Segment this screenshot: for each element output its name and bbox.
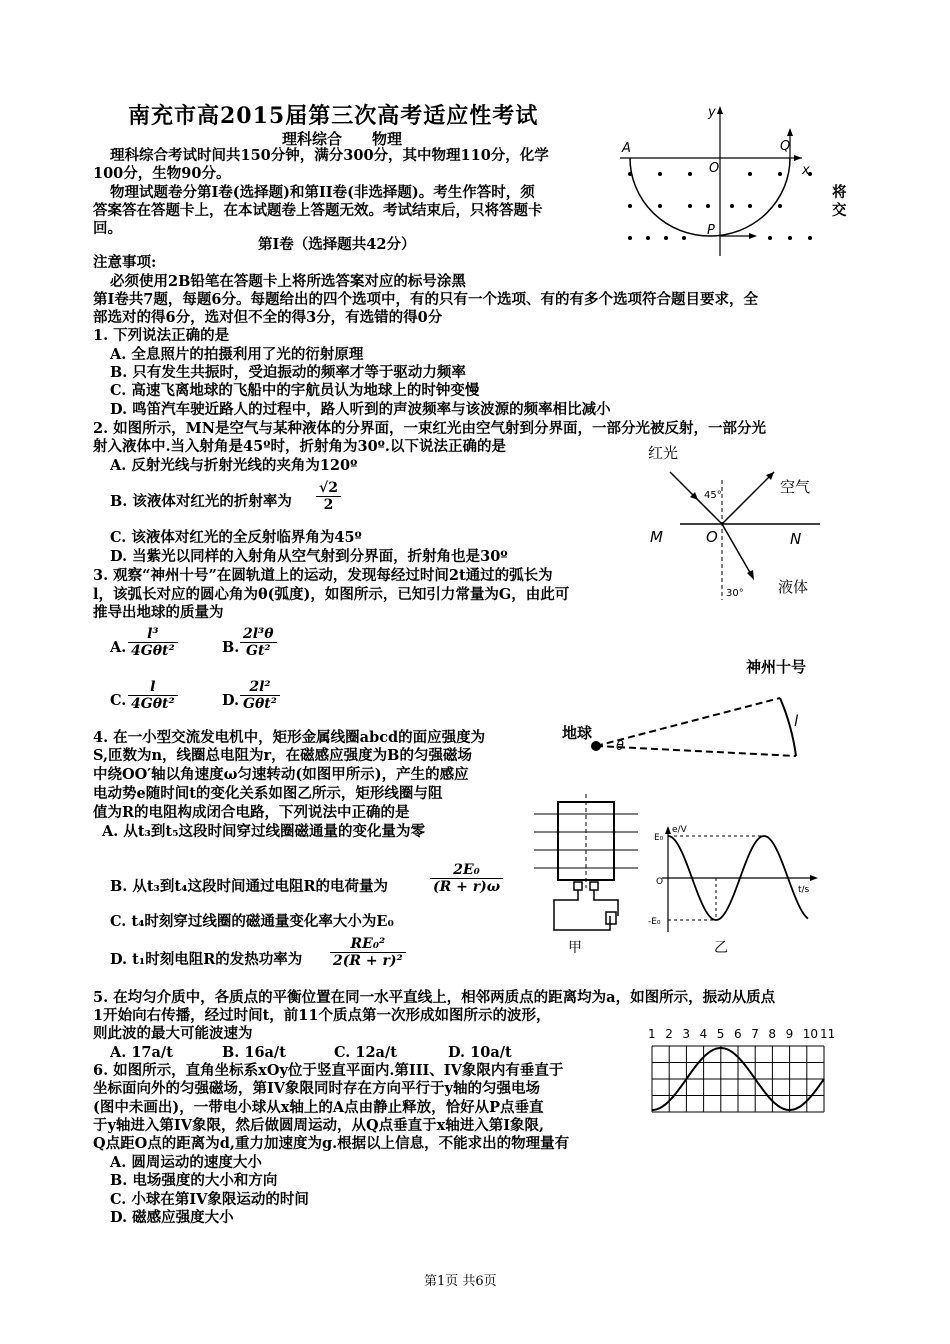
q3-stem-1: 3. 观察“神州十号”在圆轨道上的运动，发现每经过时间2t通过的弧长为 — [93, 567, 553, 584]
q4-stem-2: S,匝数为n，线圈总电阻为r，在磁感应强度为B的匀强磁场 — [93, 747, 472, 764]
point-label: 8 — [768, 1027, 777, 1041]
q2-figure — [640, 440, 840, 610]
point-label: 10 — [802, 1027, 819, 1041]
q3-stem-3: 推导出地球的质量为 — [93, 604, 224, 621]
a-label: A — [622, 141, 631, 156]
e-axis-arrow-icon — [665, 826, 671, 834]
q6-option-c: C. 小球在第IV象限运动的时间 — [110, 1191, 309, 1208]
q5-option-c: C. 12a/t — [334, 1044, 397, 1061]
q3-b-den: Gt² — [240, 642, 277, 659]
q3-option-a-label: A. — [110, 639, 127, 656]
q4-stem-1: 4. 在一小型交流发电机中，矩形金属线圈abcd的面应强度为 — [93, 729, 486, 746]
q3-c-den: 4Gθt² — [128, 695, 178, 712]
q4-d-num: RE₀² — [350, 936, 386, 952]
x-label: x — [802, 163, 810, 178]
x-axis-arrow-icon — [794, 155, 802, 161]
q4-d-den: 2(R + r)² — [330, 952, 406, 969]
t-axis-arrow-icon — [810, 875, 818, 881]
wave-labels — [648, 1027, 835, 1041]
jia-label: 甲 — [568, 940, 582, 956]
intro-line-5: 回。 — [93, 220, 122, 237]
reflected-ray — [722, 472, 774, 524]
yi-label: 乙 — [714, 940, 728, 956]
earth-label: 地球 — [562, 724, 593, 742]
q6-stem-5: Q点距O点的距离为d,重力加速度为g.根据以上信息，不能求出的物理量有 — [93, 1135, 570, 1152]
q4-figure-jia — [530, 792, 645, 957]
q4-stem-5: 值为R的电阻构成闭合电路，下列说法中正确的是 — [93, 804, 410, 821]
p-label: P — [707, 223, 715, 238]
minus-e0-label: -E₀ — [648, 917, 661, 927]
q4-stem-4: 电动势e随时间t的变化关系如图乙所示，矩形线圈与阻 — [93, 785, 443, 802]
point-label: 6 — [734, 1027, 742, 1041]
page-subtitle: 理科综合 物理 — [282, 130, 403, 148]
q4-option-c: C. t₄时刻穿过线圈的磁通量变化率大小为E₀ — [110, 913, 394, 930]
q2-option-b: B. 该液体对红光的折射率为 — [110, 493, 292, 510]
q3-a-num: l³ — [147, 626, 159, 642]
q3-d-num: 2l² — [249, 679, 271, 695]
q5-figure — [640, 1024, 840, 1119]
t-axis-label: t/s — [798, 885, 810, 895]
q4-b-num: 2E₀ — [453, 862, 480, 878]
o-label: O — [709, 161, 720, 176]
q4-option-d: D. t₁时刻电阻R的发热功率为 — [110, 951, 303, 968]
q2-option-d: D. 当紫光以同样的入射角从空气射到分界面，折射角也是30º — [110, 548, 508, 565]
m-label: M — [650, 528, 663, 546]
refracted-arrow-icon — [747, 570, 754, 580]
q3-a-den: 4Gθt² — [128, 642, 178, 659]
q3-a-fraction — [128, 626, 178, 659]
notes-line-1: 必须使用2B铅笔在答题卡上将所选答案对应的标号涂黑 — [110, 273, 466, 290]
q2-b-den: 2 — [316, 496, 341, 513]
page-footer: 第1页 共6页 — [424, 1274, 497, 1289]
q3-figure — [556, 652, 846, 762]
q1-option-b: B. 只有发生共振时，受迫振动的频率才等于驱动力频率 — [110, 364, 466, 381]
slip-ring-left — [574, 882, 582, 890]
q6-stem-2: 坐标面向外的匀强磁场，第IV象限同时存在方向平行于y轴的匀强电场 — [93, 1080, 540, 1097]
point-label: 11 — [820, 1027, 836, 1041]
q2-stem-2: 射入液体中.当入射角是45º时，折射角为30º.以下说法正确的是 — [93, 438, 506, 455]
q1-option-d: D. 鸣笛汽车驶近路人的过程中，路人听到的声波频率与该波源的频率相比减小 — [110, 401, 611, 418]
q6-stem-4: 于y轴进入第IV象限，然后做圆周运动，从Q点垂直于x轴进入第I象限, — [93, 1117, 545, 1134]
ship-label: 神州十号 — [746, 658, 807, 676]
point-label: 4 — [699, 1027, 708, 1041]
n-label: N — [790, 530, 802, 548]
q3-option-d-label: D. — [222, 692, 240, 709]
intro-right-2: 交 — [832, 202, 847, 219]
part1-heading: 第I卷（选择题共42分） — [258, 236, 416, 253]
page-title: 南充市高2015届第三次高考适应性考试 — [128, 103, 539, 129]
y-label: y — [708, 105, 716, 120]
q2-b-fraction — [316, 480, 341, 513]
q3-d-fraction — [240, 679, 280, 712]
intro-line-4: 答案答在答题卡上，在本试题卷上答题无效。考试结束后，只将答题卡 — [93, 202, 543, 219]
q2-option-c: C. 该液体对红光的全反射临界角为45º — [110, 529, 362, 546]
y-axis-arrow-icon — [717, 106, 723, 114]
q4-figure-yi — [648, 822, 828, 957]
notes-line-2: 第I卷共7题，每题6分。每题给出的四个选项中，有的只有一个选项、有的有多个选项符合题目要求，全 — [93, 291, 758, 308]
q3-d-den: Gθt² — [240, 695, 280, 712]
origin-label: O — [656, 877, 664, 887]
radius-line-lower — [596, 746, 796, 756]
q3-c-fraction — [128, 679, 178, 712]
resistor-r — [606, 912, 616, 924]
q5-stem-1: 5. 在均匀介质中，各质点的平衡位置在同一水平直线上，相邻两质点的距离均为a，如图所示，振动从质点 — [93, 989, 776, 1006]
intro-line-2: 100分，生物90分。 — [93, 165, 231, 182]
q4-b-den: (R + r)ω — [430, 878, 503, 895]
q6-option-b: B. 电场强度的大小和方向 — [110, 1172, 278, 1189]
q4-d-fraction — [330, 936, 406, 969]
up-arrow-icon — [787, 128, 793, 136]
angle-30-label: 30° — [726, 588, 744, 599]
q2-b-num: √2 — [319, 480, 338, 496]
q6-stem-3: (图中未画出)，一带电小球从x轴上的A点由静止释放，恰好从P点垂直 — [93, 1099, 544, 1116]
point-label: 2 — [665, 1027, 673, 1041]
refracted-ray — [722, 524, 752, 576]
q1-option-a: A. 全息照片的拍摄利用了光的衍射原理 — [110, 346, 364, 363]
q6-option-a: A. 圆周运动的速度大小 — [110, 1154, 262, 1171]
q4-stem-3: 中绕OO′轴以角速度ω匀速转动(如图甲所示)，产生的感应 — [93, 766, 469, 783]
intro-line-1: 理科综合考试时间共150分钟，满分300分，其中物理110分，化学 — [110, 147, 549, 164]
q6-figure — [612, 100, 822, 260]
notes-label: 注意事项: — [93, 254, 157, 271]
air-label: 空气 — [780, 478, 811, 496]
l-label: l — [794, 712, 799, 730]
q5-option-a: A. 17a/t — [110, 1044, 173, 1061]
point-label: 3 — [682, 1027, 691, 1041]
angle-45-label: 45° — [704, 490, 722, 501]
q5-option-d: D. 10a/t — [448, 1044, 512, 1061]
slip-ring-right — [590, 882, 598, 890]
right-arrow-icon — [749, 233, 757, 239]
intro-right-1: 将 — [832, 184, 847, 201]
q3-stem-2: l，该弧长对应的圆心角为θ(弧度)，如图所示，已知引力常量为G，由此可 — [93, 586, 570, 603]
q4-option-b: B. 从t₃到t₄这段时间通过电阻R的电荷量为 — [110, 878, 388, 895]
q2-stem-1: 2. 如图所示，MN是空气与某种液体的分界面，一束红光由空气射到分界面，一部分光被反射，一部分光 — [93, 420, 766, 437]
q4-b-fraction — [430, 862, 503, 895]
intro-line-3: 物理试题卷分第I卷(选择题)和第II卷(非选择题)。考生作答时，须 — [110, 184, 535, 201]
red-light-label: 红光 — [648, 444, 679, 462]
q5-stem-2: 1开始向右传播，经过时间t，前11个质点第一次形成如图所示的波形， — [93, 1007, 551, 1024]
q1-stem: 1. 下列说法正确的是 — [93, 327, 230, 344]
q3-option-c-label: C. — [110, 692, 127, 709]
e-axis-label: e/V — [672, 825, 687, 835]
q2-option-a: A. 反射光线与折射光线的夹角为120º — [110, 457, 358, 474]
q1-option-c: C. 高速飞离地球的飞船中的宇航员认为地球上的时钟变慢 — [110, 382, 480, 399]
notes-line-3: 部选对的得6分，选对但不全的得3分，有选错的得0分 — [93, 309, 443, 326]
q6-option-d: D. 磁感应强度大小 — [110, 1209, 234, 1226]
earth-dot-icon — [591, 741, 601, 751]
point-label: 1 — [648, 1027, 656, 1041]
theta-label: θ — [616, 739, 624, 754]
q6-stem-1: 6. 如图所示，直角坐标系xOy位于竖直平面内.第III、IV象限内有垂直于 — [93, 1062, 564, 1079]
point-label: 9 — [785, 1027, 794, 1041]
q-label: Q — [780, 139, 791, 154]
q3-b-num: 2l³θ — [243, 626, 274, 642]
e0-label: E₀ — [654, 833, 664, 843]
liquid-label: 液体 — [778, 578, 809, 596]
o-label: O — [706, 528, 718, 546]
point-label: 5 — [716, 1027, 725, 1041]
q3-b-fraction — [240, 626, 277, 659]
q5-stem-3: 则此波的最大可能波速为 — [93, 1025, 253, 1042]
q3-c-num: l — [150, 679, 156, 695]
q4-option-a: A. 从t₃到t₅这段时间穿过线圈磁通量的变化量为零 — [102, 823, 425, 840]
q3-option-b-label: B. — [222, 639, 240, 656]
point-label: 7 — [751, 1027, 759, 1041]
q5-option-b: B. 16a/t — [222, 1044, 286, 1061]
